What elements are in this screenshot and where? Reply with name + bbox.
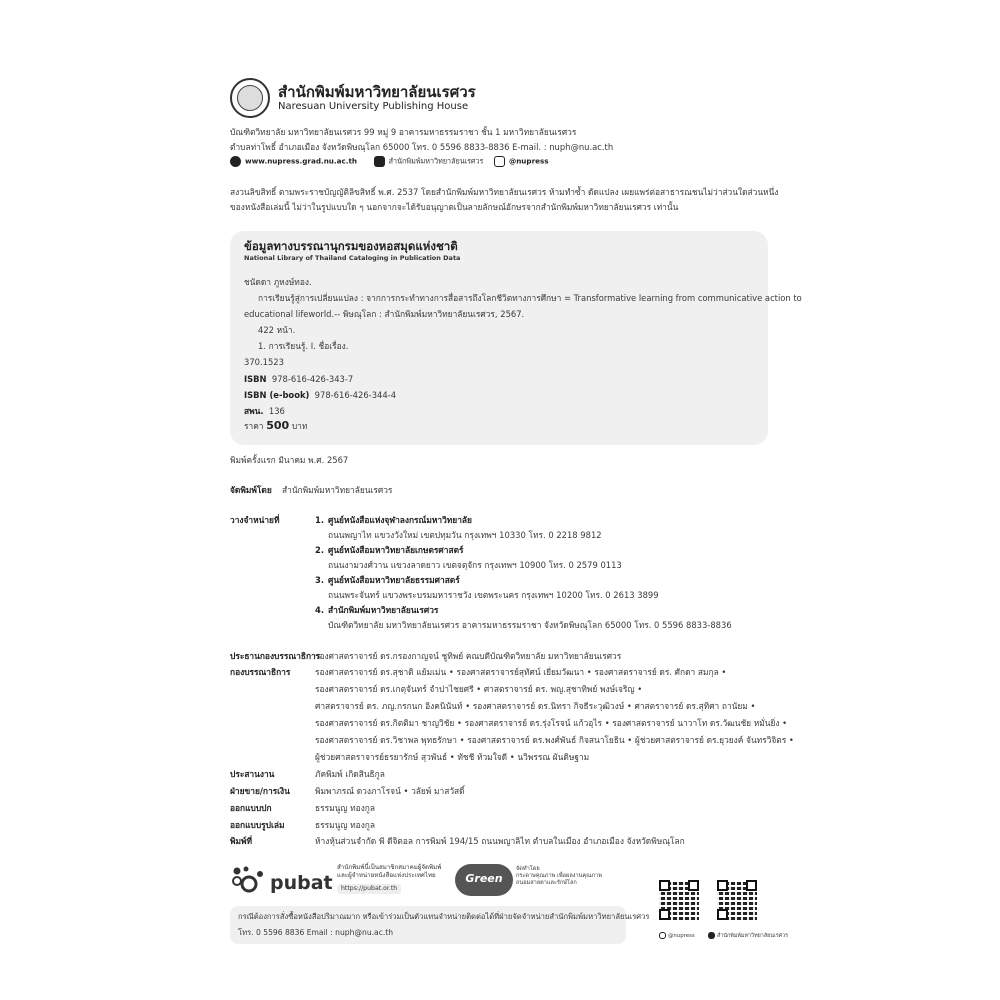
publisher-contacts — [230, 156, 549, 167]
board-member-line: รองศาสตราจารย์ ดร.สุชาติ แย้มเม่น • รองศาสตราจารย์สุทัศน์ เยี่ยมวัฒนา • รองศาสตราจารย์ ดร. ศักดา สมกุล • — [315, 667, 727, 677]
distributor-address: ถนนงามวงศ์วาน แขวงลาดยาว เขตจตุจักร กรุงเทพฯ 10900 โทร. 0 2579 0113 — [328, 560, 622, 570]
green-read-desc-3: ถนอมสายตาและรักษ์โลก — [516, 880, 577, 886]
cover-design-label: ออกแบบปก — [230, 803, 272, 813]
qr-label-facebook: สำนักพิมพ์มหาวิทยาลัยนเรศวร — [708, 932, 788, 940]
pubat-logo-icon — [232, 866, 268, 894]
cip-snp: สพน. 136 — [244, 406, 285, 416]
distributor-address: ถนนพญาไท แขวงวังใหม่ เขตปทุมวัน กรุงเทพฯ 10330 โทร. 0 2218 9812 — [328, 530, 602, 540]
cip-title-th: ข้อมูลทางบรรณานุกรมของหอสมุดแห่งชาติ — [244, 239, 458, 253]
copyright-line-2: ของหนังสือเล่มนี้ ไม่ว่าในรูปแบบใด ๆ นอกจากจะได้รับอนุญาตเป็นลายลักษณ์อักษรจากสำนักพิมพ์มหาวิทยาลัยนเรศวร เท่านั้น — [230, 202, 679, 212]
pubat-name: pubat — [270, 872, 333, 894]
publisher-address-1: บัณฑิตวิทยาลัย มหาวิทยาลัยนเรศวร 99 หมู่ 9 อาคารมหาธรรมราชา ชั้น 1 มหาวิทยาลัยนเรศวร — [230, 127, 577, 137]
publisher-name-en: Naresuan University Publishing House — [278, 101, 469, 112]
publisher-address-2: ตำบลท่าโพธิ์ อำเภอเมือง จังหวัดพิษณุโลก 65000 โทร. 0 5596 8833-8836 E-mail. : nuph@nu.ac.th — [230, 142, 614, 152]
distributor-address: บัณฑิตวิทยาลัย มหาวิทยาลัยนเรศวร อาคารมหาธรรมราชา จังหวัดพิษณุโลก 65000 โทร. 0 5596 8833-8836 — [328, 620, 732, 630]
green-read-logo: Green — [455, 864, 513, 896]
cip-pages: 422 หน้า. — [258, 325, 296, 335]
qr-code-instagram[interactable] — [659, 880, 699, 920]
pubat-desc-2: และผู้จำหน่ายหนังสือแห่งประเทศไทย — [337, 872, 436, 879]
distributor-name: ศูนย์หนังสือมหาวิทยาลัยธรรมศาสตร์ — [328, 575, 460, 585]
layout-design-value: ธรรมนูญ ทองกูล — [315, 820, 375, 830]
printer-value: ห้างหุ้นส่วนจำกัด พี ดีจิตอล การพิมพ์ 194/15 ถนนพญาลิไท ตำบลในเมือง อำเภอเมือง จังหวัดพิษณุโลก — [315, 836, 685, 846]
sales-value: พิมพาภรณ์ ดวงภาโรจน์ • วลัยพ์ มาสวัสดิ์ — [315, 786, 465, 796]
order-line-1: กรณีต้องการสั่งซื้อหนังสือปริมาณมาก หรือเข้าร่วมเป็นตัวแทนจำหน่ายติดต่อได้ที่ฝ่ายจัดจำหน่ายสำนักพิมพ์มหาวิทยาลัยนเรศวร — [238, 912, 650, 921]
board-member-line: ผู้ช่วยศาสตราจารย์ธรยารักษ์ สุวพันธ์ • ทัชชี ท้วมใจดี • นวิพรรณ ผันดิษฐาม — [315, 752, 590, 762]
cip-title-en: National Library of Thailand Cataloging in Publication Data — [244, 254, 461, 262]
distributor-num: 1. — [315, 515, 325, 525]
sales-label: ฝ่ายขาย/การเงิน — [230, 786, 290, 796]
qr-label-instagram: @nupress — [659, 932, 695, 940]
coordinator-value: ภัคพิมพ์ เกิดสินธิกูล — [315, 769, 385, 779]
cip-title-line-2: educational lifeworld.-- พิษณุโลก : สำนักพิมพ์มหาวิทยาลัยนเรศวร, 2567. — [244, 309, 525, 319]
publisher-name-th: สำนักพิมพ์มหาวิทยาลัยนเรศวร — [278, 83, 476, 101]
instagram-icon — [659, 932, 666, 939]
distributor-name: ศูนย์หนังสือมหาวิทยาลัยเกษตรศาสตร์ — [328, 545, 464, 555]
cataloging-box — [230, 231, 768, 445]
board-member-line: ศาสตราจารย์ ดร. ภญ.กรกนก อิงคนินันท์ • รองศาสตราจารย์ ดร.นิทรา กิจธีระวุฒิวงษ์ • ศาสตราจารย์ ดร.สุทิศา ถานัยม • — [315, 701, 756, 711]
distributor-num: 2. — [315, 545, 325, 555]
qr-code-facebook[interactable] — [717, 880, 757, 920]
board-chair-value: รองศาสตราจารย์ ดร.กรองกาญจน์ ชูทิพย์ คณบดีบัณฑิตวิทยาลัย มหาวิทยาลัยนเรศวร — [315, 651, 622, 661]
facebook-icon — [374, 156, 385, 167]
distributors-label: วางจำหน่ายที่ — [230, 515, 280, 525]
distributor-name: สำนักพิมพ์มหาวิทยาลัยนเรศวร — [328, 605, 439, 615]
cip-title-line-1: การเรียนรู้สู่การเปลี่ยนแปลง : จากการกระทำทางการสื่อสารถึงโลกชีวิตทางการศึกษา = Transformative learning from communicative action to — [258, 293, 802, 303]
university-seal-logo — [230, 78, 270, 118]
pubat-desc-1: สำนักพิมพ์นี้เป็นสมาชิกสมาคมผู้จัดพิมพ์ — [337, 864, 442, 871]
published-by-label: จัดพิมพ์โดย — [230, 485, 272, 495]
copyright-line-1: สงวนลิขสิทธิ์ ตามพระราชบัญญัติลิขสิทธิ์ พ.ศ. 2537 โดยสำนักพิมพ์มหาวิทยาลัยนเรศวร ห้ามทำซ้ำ ดัดแปลง เผยแพร่ต่อสาธารณชนไม่ว่าส่วนใดส่วนหนึ่ง — [230, 187, 779, 197]
distributor-num: 3. — [315, 575, 325, 585]
facebook-icon — [708, 932, 715, 939]
pubat-url-link[interactable]: https://pubat.or.th — [337, 884, 401, 894]
distributor-num: 4. — [315, 605, 325, 615]
board-member-line: รองศาสตราจารย์ ดร.เกตุจันทร์ จำปาไชยศรี • ศาสตราจารย์ ดร. พญ.สุชาทิพย์ พงษ์เจริญ • — [315, 684, 643, 694]
cip-subject: 1. การเรียนรู้. I. ชื่อเรื่อง. — [258, 341, 349, 351]
globe-icon — [230, 156, 241, 167]
coordinator-label: ประสานงาน — [230, 769, 275, 779]
green-read-desc-2: กระดาษคุณภาพ เพื่อผลงานคุณภาพ — [516, 873, 602, 879]
green-read-desc-1: จัดทำโดย — [516, 866, 540, 872]
first-print: พิมพ์ครั้งแรก มีนาคม พ.ศ. 2567 — [230, 455, 349, 465]
instagram-icon — [494, 156, 505, 167]
website-link[interactable]: www.nupress.grad.nu.ac.th — [245, 156, 358, 166]
board-members-label: กองบรรณาธิการ — [230, 667, 291, 677]
cover-design-value: ธรรมนูญ ทองกูล — [315, 803, 375, 813]
distributor-address: ถนนพระจันทร์ แขวงพระบรมมหาราชวัง เขตพระนคร กรุงเทพฯ 10200 โทร. 0 2613 3899 — [328, 590, 659, 600]
board-member-line: รองศาสตราจารย์ ดร.วิชาพล พุทธรักษา • รองศาสตราจารย์ ดร.พงศ์พันธ์ กิจสนาโยธิน • ผู้ช่วยศาสตราจารย์ ดร.ยุวยงค์ จันทรวิจิตร • — [315, 735, 794, 745]
order-line-2: โทร. 0 5596 8836 Email : nuph@nu.ac.th — [238, 928, 394, 937]
board-chair-label: ประธานกองบรรณาธิการ — [230, 651, 321, 661]
cip-classification: 370.1523 — [244, 357, 284, 367]
facebook-link[interactable]: สำนักพิมพ์มหาวิทยาลัยนเรศวร — [388, 156, 484, 166]
layout-design-label: ออกแบบรูปเล่ม — [230, 820, 285, 830]
cip-isbn: ISBN 978-616-426-343-7 — [244, 374, 354, 384]
cip-price: ราคา 500 บาท — [244, 419, 308, 432]
printer-label: พิมพ์ที่ — [230, 836, 253, 846]
board-member-line: รองศาสตราจารย์ ดร.กิตติมา ชาญวิชัย • รองศาสตราจารย์ ดร.รุ่งโรจน์ แก้วอุไร • รองศาสตราจารย์ นาวาโท ดร.วัฒนชัย หมั่นยิ่ง • — [315, 718, 788, 728]
published-by-value: สำนักพิมพ์มหาวิทยาลัยนเรศวร — [282, 485, 393, 495]
instagram-link[interactable]: @nupress — [509, 156, 549, 166]
distributor-name: ศูนย์หนังสือแห่งจุฬาลงกรณ์มหาวิทยาลัย — [328, 515, 472, 525]
cip-author: ชนัดดา ภูหงษ์ทอง. — [244, 277, 312, 287]
cip-ebook-isbn: ISBN (e-book) 978-616-426-344-4 — [244, 390, 397, 400]
